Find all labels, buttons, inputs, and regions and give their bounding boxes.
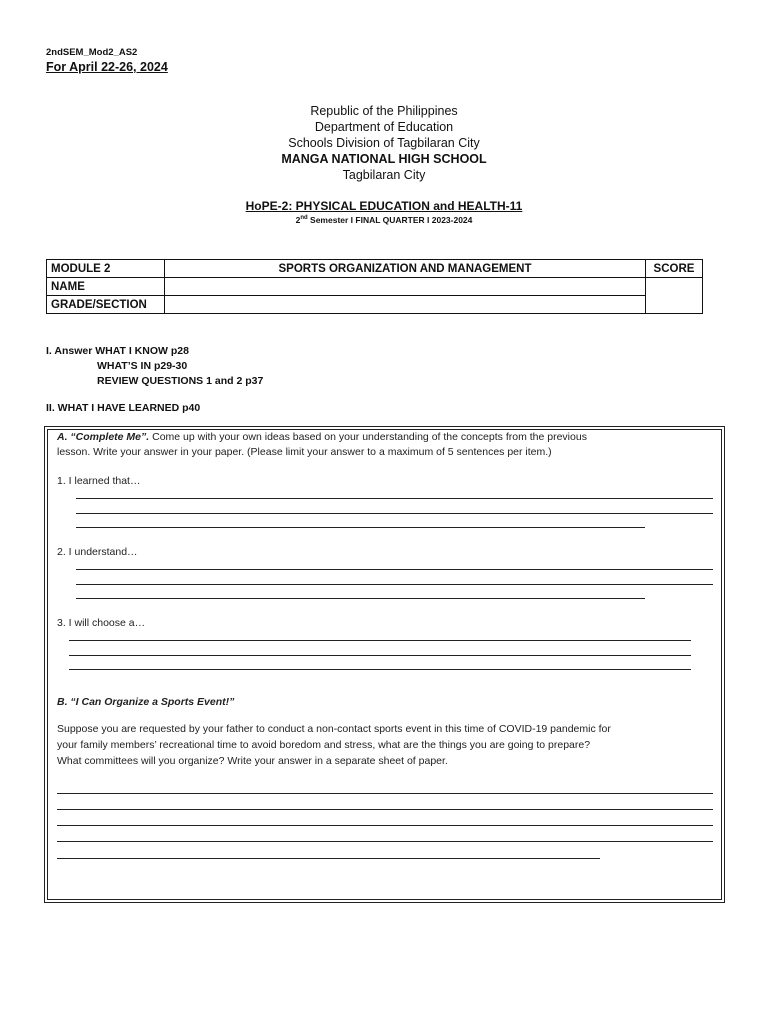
item-3-answer-line-1[interactable] — [69, 640, 691, 641]
semester-ordinal: nd — [300, 215, 308, 222]
document-code: 2ndSEM_Mod2_AS2 — [46, 47, 138, 58]
grade-section-field[interactable] — [165, 296, 646, 314]
part-b-answer-line-4[interactable] — [57, 841, 713, 842]
instruction-line-4: II. WHAT I HAVE LEARNED p40 — [46, 402, 201, 414]
school-name: MANGA NATIONAL HIGH SCHOOL — [281, 152, 487, 166]
score-field[interactable] — [646, 278, 703, 314]
instruction-line-3: REVIEW QUESTIONS 1 and 2 p37 — [97, 375, 264, 387]
item-1-answer-line-1[interactable] — [76, 498, 713, 499]
part-b-text-1: Suppose you are requested by your father to conduct a non-contact sports event in this time of COVID-19 pandemic for — [57, 723, 611, 735]
item-2-answer-line-2[interactable] — [76, 584, 713, 585]
subject-title: HoPE-2: PHYSICAL EDUCATION and HEALTH-11 — [245, 199, 523, 213]
part-a-text-1: Come up with your own ideas based on your understanding of the concepts from the previous — [149, 431, 587, 443]
item-2-answer-line-1[interactable] — [76, 569, 713, 570]
city-name: Tagbilaran City — [342, 168, 426, 182]
part-a-label: A. “Complete Me”. — [57, 431, 150, 443]
item-2-prompt: 2. I understand… — [57, 546, 138, 558]
semester-line — [0, 215, 768, 225]
header-line-3: Schools Division of Tagbilaran City — [288, 136, 480, 150]
part-b-answer-line-1[interactable] — [57, 793, 713, 794]
part-b-label: B. “I Can Organize a Sports Event!” — [57, 696, 235, 708]
answer-box — [47, 429, 722, 900]
part-a-intro — [57, 430, 713, 445]
date-line: For April 22-26, 2024 — [46, 60, 168, 74]
score-label: SCORE — [646, 260, 703, 278]
name-field[interactable] — [165, 278, 646, 296]
part-b-answer-line-5[interactable] — [57, 858, 600, 859]
item-3-prompt: 3. I will choose a… — [57, 617, 146, 629]
part-b-heading — [57, 695, 713, 710]
header-line-1: Republic of the Philippines — [310, 104, 458, 118]
item-1-answer-line-2[interactable] — [76, 513, 713, 514]
module-label: MODULE 2 — [47, 260, 165, 278]
letterhead — [0, 103, 768, 183]
item-3-answer-line-3[interactable] — [69, 669, 691, 670]
item-3-answer-line-2[interactable] — [69, 655, 691, 656]
item-2-answer-line-3[interactable] — [76, 598, 645, 599]
instruction-line-1: I. Answer WHAT I KNOW p28 — [46, 345, 189, 357]
grade-section-label: GRADE/SECTION — [47, 296, 165, 314]
instruction-line-2: WHAT’S IN p29-30 — [97, 360, 188, 372]
item-1-answer-line-3[interactable] — [76, 527, 645, 528]
part-b-text-3: What committees will you organize? Write your answer in a separate sheet of paper. — [57, 755, 448, 767]
part-a-text-2: lesson. Write your answer in your paper. (Please limit your answer to a maximum of 5 sentences per item.) — [57, 446, 552, 458]
student-info-table — [46, 259, 703, 314]
semester-number: 2 — [295, 215, 301, 225]
semester-rest: Semester I FINAL QUARTER I 2023-2024 — [307, 215, 473, 225]
part-b-text-2: your family members’ recreational time to avoid boredom and stress, what are the things you are going to prepare? — [57, 739, 591, 751]
module-title: SPORTS ORGANIZATION AND MANAGEMENT — [165, 260, 646, 278]
part-b-answer-line-3[interactable] — [57, 825, 713, 826]
instructions-part-1 — [46, 344, 263, 389]
name-label: NAME — [47, 278, 165, 296]
header-line-2: Department of Education — [314, 120, 454, 134]
item-1-prompt: 1. I learned that… — [57, 475, 141, 487]
part-b-answer-line-2[interactable] — [57, 809, 713, 810]
